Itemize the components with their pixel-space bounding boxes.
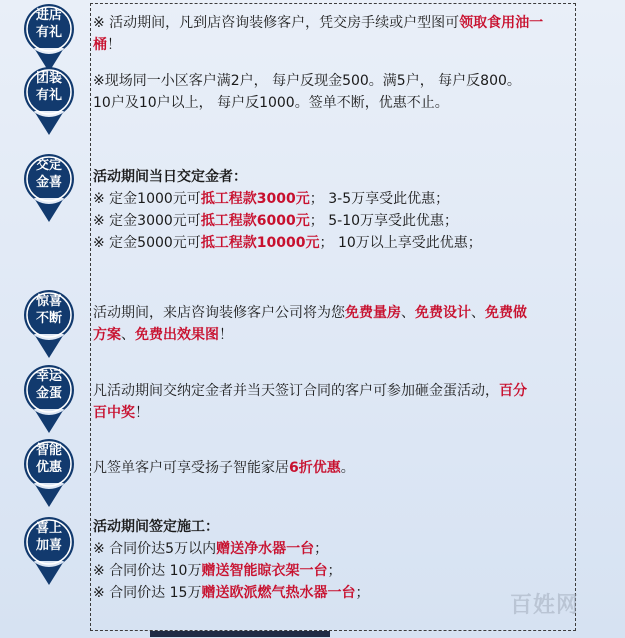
deposit-row: ※ 定金1000元可抵工程款3000元； 3-5万享受此优惠； — [93, 191, 450, 207]
watermark: 百姓网 — [510, 593, 580, 618]
section-store-gift: ※ 活动期间，凡到店咨询装修客户，凭交房手续或户型图可领取食用油一桶！ — [93, 15, 544, 53]
badge-deposit-joy: 交定 金喜 — [22, 152, 76, 224]
section-surprise: 活动期间，来店咨询装修客户公司将为您免费量房、免费设计、免费做 方案、免费出效果图！ — [93, 305, 527, 343]
section-smart-discount: 凡签单客户可享受扬子智能家居6折优惠。 — [93, 460, 355, 476]
deposit-row: ※ 定金3000元可抵工程款6000元； 5-10万享受此优惠； — [93, 213, 459, 229]
section-golden-egg: 凡活动期间交纳定金者并当天签订合同的客户可参加砸金蛋活动，百分 百中奖！ — [93, 383, 527, 421]
gift-row: ※ 合同价达 15万赠送欧派燃气热水器一台； — [93, 585, 370, 601]
section-deposit: 活动期间当日交定金者： ※ 定金1000元可抵工程款3000元； 3-5万享受此优惠； ※ 定金3000元可抵工程款6000元； 5-10万享受此优惠； ※ 定金5000元可抵工程款10000元； 10万以上享受此优惠； — [93, 166, 583, 254]
badge-surprise: 惊喜 不断 — [22, 288, 76, 360]
badge-store-gift: 进店 有礼 — [22, 2, 76, 74]
badge-double-joy: 喜上 加喜 — [22, 515, 76, 587]
badge-smart-discount: 智能 优惠 — [22, 437, 76, 509]
deposit-row: ※ 定金5000元可抵工程款10000元； 10万以上享受此优惠； — [93, 235, 482, 251]
badge-group-gift: 团装 有礼 — [22, 65, 76, 137]
badge-golden-egg: 幸运 金蛋 — [22, 363, 76, 435]
section-construction: 活动期间签定施工： ※ 合同价达5万以内赠送净水器一台； ※ 合同价达 10万赠送智能晾衣架一台； ※ 合同价达 15万赠送欧派燃气热水器一台； — [93, 516, 583, 604]
gift-row: ※ 合同价达 10万赠送智能晾衣架一台； — [93, 563, 342, 579]
section-group-gift: ※现场同一小区客户满2户， 每户反现金500。满5户， 每户反800。 10户及10户以上， 每户反1000。签单不断，优惠不止。 — [93, 73, 521, 111]
gift-row: ※ 合同价达5万以内赠送净水器一台； — [93, 541, 329, 557]
bottom-bar — [150, 631, 330, 637]
